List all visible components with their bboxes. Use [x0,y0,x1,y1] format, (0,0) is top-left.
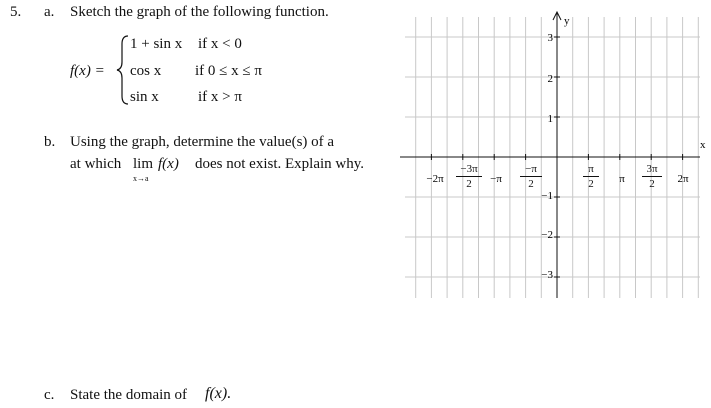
y-tick-label-neg-3: −3 [541,269,553,281]
y-tick-label-neg-1: −1 [541,190,553,202]
x-tick-label-neg-pi-over-2 [520,163,542,190]
y-tick-label-2: 2 [547,73,553,85]
x-tick-label-pi: π [619,173,625,185]
y-axis-label: y [564,15,570,27]
piece-3-condition: if x > π [198,89,242,105]
y-tick-label-3: 3 [547,32,553,44]
part-b-line-2-start: at which [70,156,122,172]
piece-2-expression: cos x [130,63,162,79]
fraction-denominator: 2 [588,178,594,190]
x-tick-label-2pi: 2π [677,173,689,185]
limit-function: f(x) [158,156,179,172]
fraction-bar [583,176,599,177]
y-tick-label-1: 1 [547,113,553,125]
part-a-letter: a. [44,4,55,20]
limit-subscript: x→a [133,174,149,183]
y-tick-label-neg-2: −2 [541,229,553,241]
x-tick-label-3pi-over-2 [642,163,662,190]
fraction-bar [642,176,662,177]
function-name: f(x) = [70,63,105,79]
piece-1-condition: if x < 0 [198,36,242,52]
piece-3-expression: sin x [130,89,159,105]
x-tick-label-pi-over-2 [583,163,599,190]
problem-number: 5. [10,4,22,20]
fraction-denominator: 2 [466,178,472,190]
fraction-numerator: π [588,163,594,175]
fraction-denominator: 2 [528,178,534,190]
fraction-bar [520,176,542,177]
fraction-numerator: −π [525,163,537,175]
part-c-text: State the domain of [70,387,188,403]
x-tick-label-neg-pi: −π [490,173,502,185]
fraction-denominator: 2 [649,178,655,190]
fraction-numerator: 3π [646,163,658,175]
fraction-bar [456,176,482,177]
piece-2-condition: if 0 ≤ x ≤ π [195,63,262,79]
x-tick-label-neg-2pi: −2π [426,173,444,185]
part-b-line-2-end: does not exist. Explain why. [195,156,365,172]
part-c-letter: c. [44,387,55,403]
x-tick-label-neg-3pi-over-2 [456,163,482,190]
part-b-line-1: Using the graph, determine the value(s) of a [70,134,335,150]
x-axis-label: x [700,139,706,151]
part-c-function: f(x). [205,385,232,402]
piece-1-expression: 1 + sin x [130,36,183,52]
part-a-instruction: Sketch the graph of the following function. [70,4,329,20]
limit-operator: lim [133,156,154,172]
fraction-numerator: −3π [460,163,478,175]
part-b-letter: b. [44,134,56,150]
